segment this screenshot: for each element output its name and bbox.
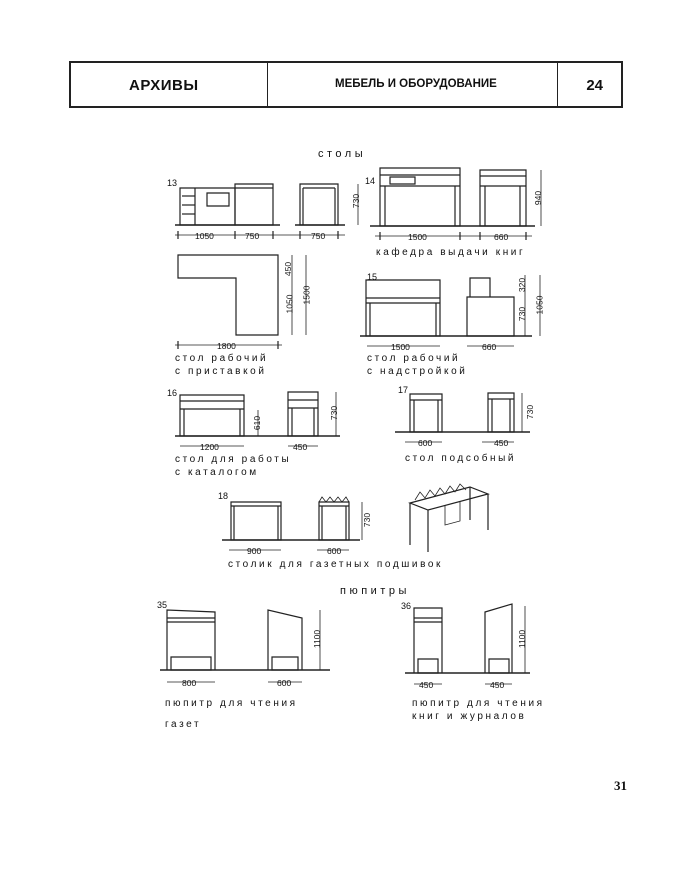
dim-f13-1050: 1050 [195,231,214,241]
caption-f17: стол подсобный [405,453,517,464]
dim-f13b-450: 450 [283,261,294,277]
fig36-drawing [405,604,530,684]
fig16-number: 16 [167,388,178,398]
fig17-drawing [395,393,530,442]
dim-f13-730: 730 [351,193,362,209]
dim-f35-600: 600 [277,678,292,688]
dim-f13-750b: 750 [311,231,326,241]
dim-f35-1100: 1100 [312,629,323,649]
dim-f35-800: 800 [182,678,197,688]
dim-f17-450: 450 [494,438,509,448]
fig36-number: 36 [401,601,412,611]
dim-f18-600: 600 [327,546,342,556]
fig15-drawing [360,275,540,346]
fig35-drawing [160,610,330,682]
caption-f15-line1: стол рабочий [367,353,461,364]
dim-f16-730: 730 [329,405,340,421]
dim-f13-750a: 750 [245,231,260,241]
dim-f15-1500: 1500 [391,342,410,352]
dim-f14-1500: 1500 [408,232,427,242]
dim-f15-320: 320 [517,277,528,293]
dim-f16-450: 450 [293,442,308,452]
dim-f18-730: 730 [362,512,373,528]
dim-f13b-1050: 1050 [284,294,295,314]
dim-f17-600: 600 [418,438,433,448]
fig15-number: 15 [367,272,378,282]
caption-f36-line2: книг и журналов [412,711,527,722]
fig35-number: 35 [157,600,168,610]
dim-f13b-1800: 1800 [217,341,236,351]
fig18-number: 18 [218,491,229,501]
dim-f14-940: 940 [533,190,544,206]
dim-f15-730: 730 [517,306,528,322]
fig14-number: 14 [365,176,376,186]
header-section: АРХИВЫ [129,77,199,94]
dim-f15-1050: 1050 [534,295,545,315]
caption-f15-line2: с надстройкой [367,366,468,377]
header-sheet-number: 24 [586,77,603,94]
dim-f36-450a: 450 [419,680,434,690]
section-title-tables: столы [318,148,367,160]
header-title: МЕБЕЛЬ И ОБОРУДОВАНИЕ [335,78,497,90]
dim-f17-730: 730 [525,404,536,420]
caption-f35-line1: пюпитр для чтения [165,698,298,709]
caption-f14: кафедра выдачи книг [376,247,526,258]
section-title-desks: пюпитры [340,585,410,597]
dim-f13b-1500: 1500 [301,285,312,305]
dim-f16-1200: 1200 [200,442,219,452]
fig18-drawing [222,484,488,552]
page-number: 31 [614,778,627,793]
caption-f13b-line2: с приставкой [175,366,267,377]
caption-f16-line2: с каталогом [175,467,259,478]
dim-f18-900: 900 [247,546,262,556]
dim-f36-450b: 450 [490,680,505,690]
caption-f13b-line1: стол рабочий [175,353,269,364]
dim-f16-610: 610 [252,415,263,431]
fig13-number: 13 [167,178,178,188]
dim-f15-660: 660 [482,342,497,352]
fig17-number: 17 [398,385,409,395]
caption-f18: столик для газетных подшивок [228,559,444,570]
caption-f36-line1: пюпитр для чтения [412,698,545,709]
caption-f16-line1: стол для работы [175,454,292,465]
dim-f14-660: 660 [494,232,509,242]
fig14-drawing [370,168,544,240]
caption-f35-line2: газет [165,719,202,730]
dim-f36-1100: 1100 [517,629,528,649]
